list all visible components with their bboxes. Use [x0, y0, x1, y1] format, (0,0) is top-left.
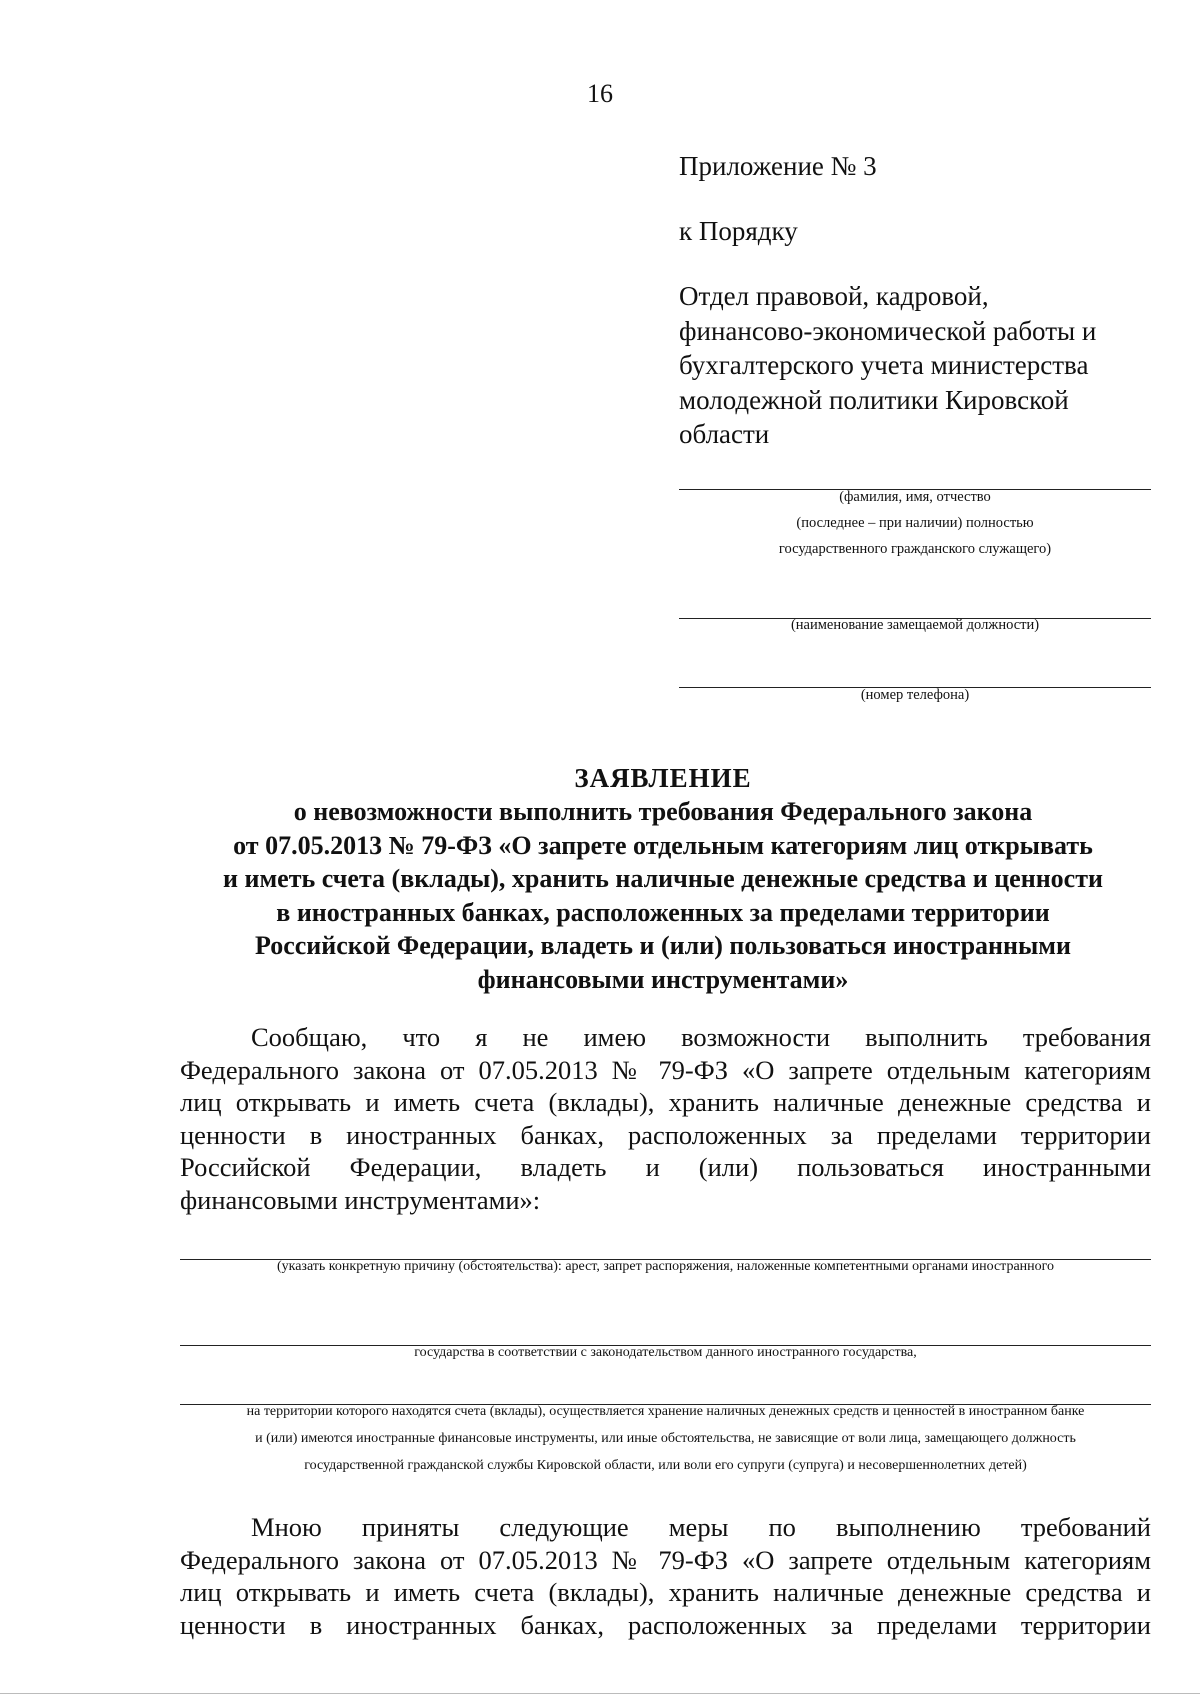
page-number: 16: [587, 79, 613, 108]
department-line: молодежной политики Кировской: [679, 384, 1069, 415]
name-caption-line: (фамилия, имя, отчество: [839, 489, 991, 505]
paragraph-line: Российской Федерации, владеть и (или) пользоваться иностранными: [180, 1152, 1151, 1182]
position-caption: (наименование замещаемой должности): [790, 617, 1040, 633]
department-line: финансово-экономической работы и: [679, 315, 1097, 346]
department-line: области: [679, 419, 770, 449]
reason-caption-2: государства в соответствии с законодательством данного иностранного государства,: [414, 1345, 917, 1360]
title-main: ЗАЯВЛЕНИЕ: [574, 763, 752, 793]
paragraph-line: ценности в иностранных банках, расположенных за пределами территории: [180, 1119, 1151, 1150]
paragraph-line: финансовыми инструментами»:: [180, 1184, 541, 1215]
reason-caption-line: государственной гражданской службы Кировской области, или воли его супруги (супруга) и несовершеннолетних детей): [304, 1458, 1027, 1473]
reason-caption-line: на территории которого находятся счета (вклады), осуществляется хранение наличных денежных средств и ценностей в иностранном банке: [246, 1404, 1085, 1419]
department-line: бухгалтерского учета министерства: [679, 350, 1089, 380]
to-order-label: к Порядку: [679, 216, 798, 246]
title-sub-line: о невозможности выполнить требования Федерального закона: [293, 797, 1033, 826]
paragraph-line: ценности в иностранных банках, расположенных за пределами территории: [180, 1609, 1151, 1640]
document-title: [172, 761, 1154, 996]
title-sub-line: в иностранных банках, расположенных за пределами территории: [276, 897, 1050, 927]
reason-caption-3: [180, 1398, 1151, 1479]
title-subtitle: [172, 795, 1154, 996]
paragraph-line: Федерального закона от 07.05.2013 № 79-ФЗ «О запрете отдельным категориям: [180, 1544, 1151, 1575]
statement-paragraph: [180, 1021, 1151, 1216]
paragraph-line: лиц открывать и иметь счета (вклады), хранить наличные денежные средства и: [180, 1577, 1151, 1607]
paragraph-line: лиц открывать и иметь счета (вклады), хранить наличные денежные средства и: [180, 1087, 1151, 1117]
appendix-label: Приложение № 3: [679, 151, 877, 181]
name-caption: [679, 484, 1151, 562]
reason-caption-line: и (или) имеются иностранные финансовые инструменты, или иные обстоятельства, не зависящие от воли лица, замещающего должность: [255, 1431, 1076, 1446]
department-name: [679, 279, 1149, 452]
paragraph-line: Федерального закона от 07.05.2013 № 79-ФЗ «О запрете отдельным категориям: [180, 1054, 1151, 1085]
title-sub-line: и иметь счета (вклады), хранить наличные денежные средства и ценности: [223, 864, 1103, 893]
name-caption-line: государственного гражданского служащего): [778, 541, 1052, 557]
title-sub-line: Российской Федерации, владеть и (или) пользоваться иностранными: [254, 931, 1072, 960]
title-sub-line: финансовыми инструментами»: [477, 964, 849, 994]
department-line: Отдел правовой, кадровой,: [679, 281, 989, 311]
reason-caption-1: (указать конкретную причину (обстоятельства): арест, запрет распоряжения, наложенные компетентными органами иностранного: [276, 1259, 1055, 1274]
measures-paragraph: [180, 1511, 1151, 1641]
scan-edge-divider: [0, 1693, 1200, 1694]
phone-caption: (номер телефона): [860, 687, 970, 703]
name-caption-line: (последнее – при наличии) полностью: [796, 515, 1034, 531]
paragraph-line: Мною приняты следующие меры по выполнению требований: [251, 1512, 1151, 1542]
paragraph-line: Сообщаю, что я не имею возможности выполнить требования: [251, 1022, 1151, 1052]
title-sub-line: от 07.05.2013 № 79-ФЗ «О запрете отдельным категориям лиц открывать: [233, 830, 1093, 860]
